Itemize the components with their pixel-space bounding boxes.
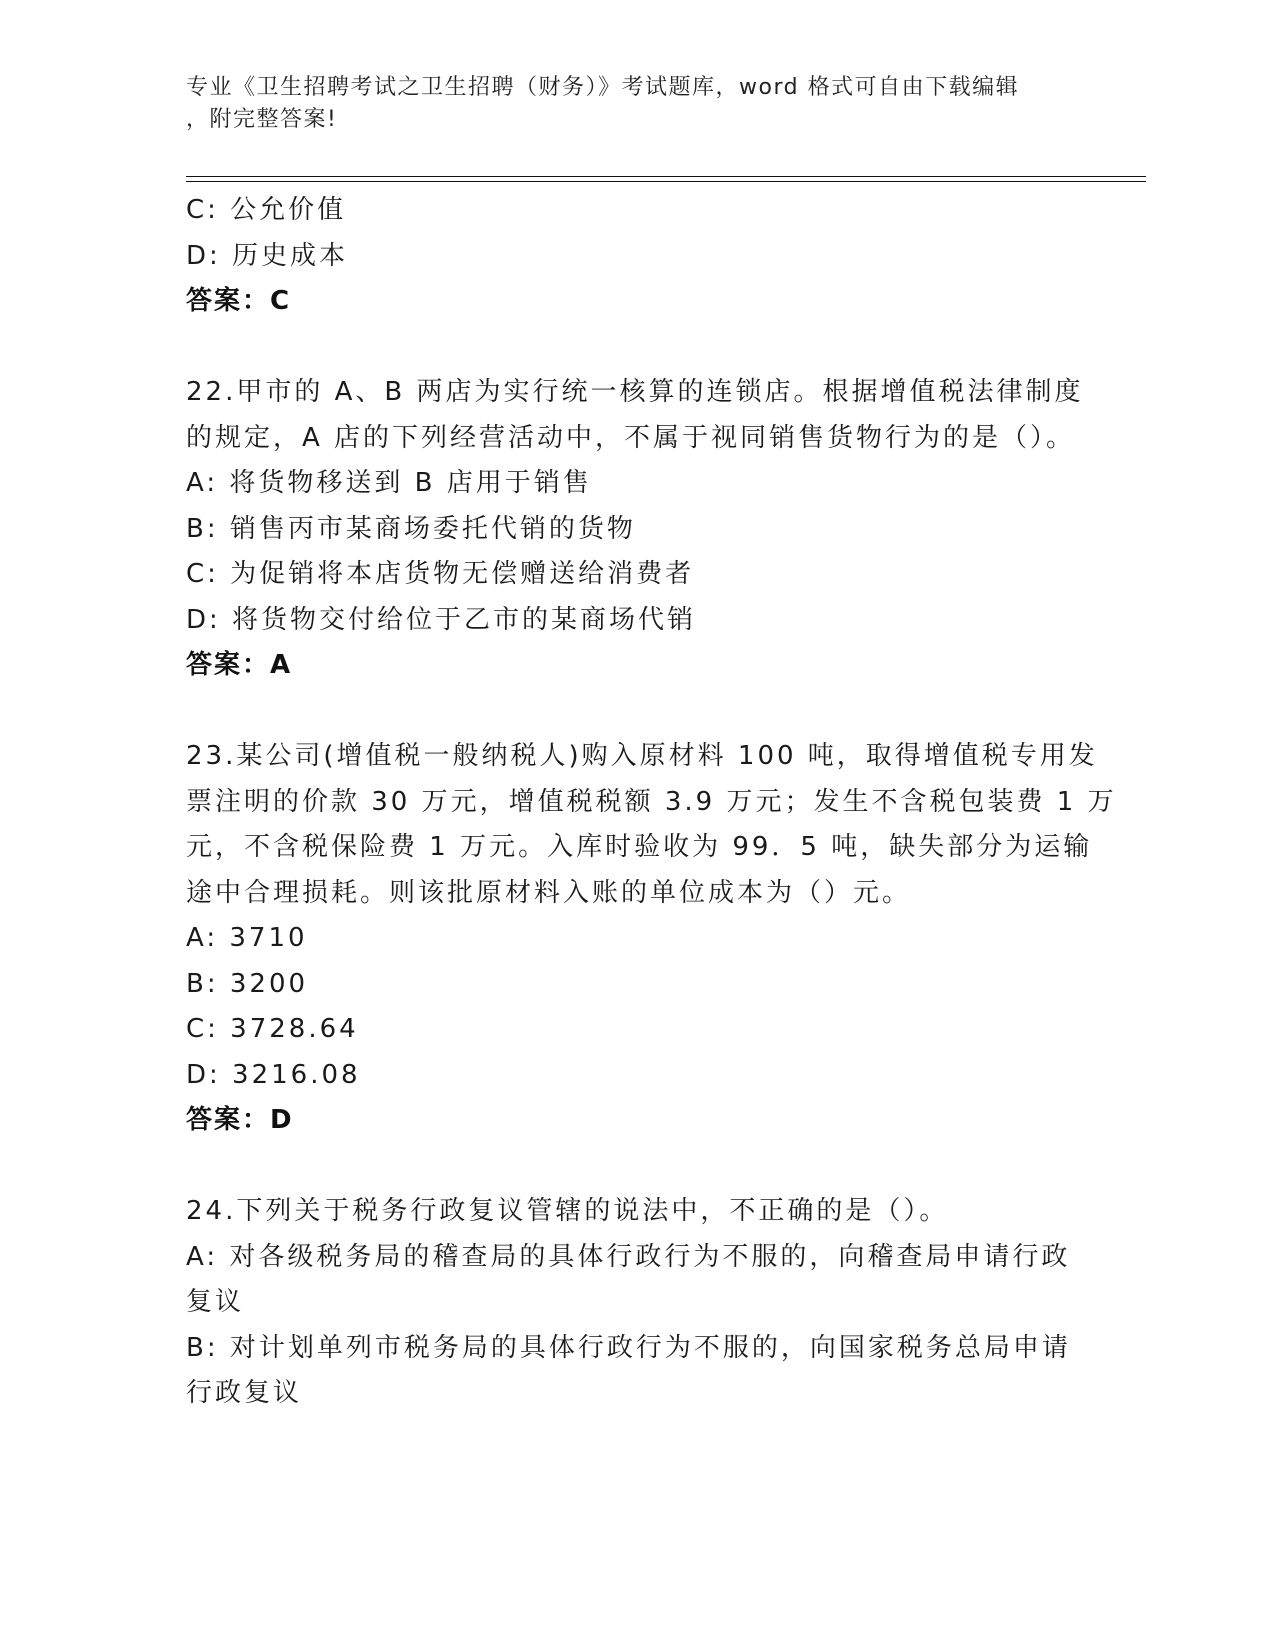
- question-list: [186, 188, 1117, 1417]
- option-d: D: 历史成本: [186, 240, 349, 271]
- question-22: [186, 370, 1086, 689]
- question-text: 元，不含税保险费 1 万元。入库时验收为 99．5 吨，缺失部分为运输: [186, 832, 1093, 862]
- option-d: D: 将货物交付给位于乙市的某商场代销: [186, 604, 697, 635]
- answer-label: 答案：D: [186, 1105, 294, 1135]
- option-b: B: 销售丙市某商场委托代销的货物: [186, 513, 636, 544]
- document-header: [186, 72, 1066, 136]
- previous-question-tail: [186, 188, 1086, 325]
- spacer: [186, 325, 1086, 371]
- option-c: C: 3728.64: [186, 1014, 359, 1044]
- header-divider-bottom: [186, 181, 1146, 182]
- header-title-line1: 专业《卫生招聘考试之卫生招聘（财务）》考试题库，word 格式可自由下载编辑: [186, 75, 1020, 100]
- option-b-continued: 行政复议: [186, 1378, 303, 1408]
- spacer: [186, 689, 1086, 735]
- option-b: B: 对计划单列市税务局的具体行政行为不服的，向国家税务总局申请: [186, 1332, 1071, 1363]
- option-a: A: 对各级税务局的稽查局的具体行政行为不服的，向稽查局申请行政: [186, 1241, 1071, 1272]
- question-23: [186, 734, 1117, 1144]
- option-b: B: 3200: [186, 968, 309, 999]
- option-a: A: 将货物移送到 B 店用于销售: [186, 468, 592, 498]
- option-d: D: 3216.08: [186, 1059, 361, 1090]
- question-24: [186, 1189, 1086, 1417]
- question-text: 23.某公司(增值税一般纳税人)购入原材料 100 吨，取得增值税专用发: [186, 741, 1098, 771]
- question-text: 途中合理损耗。则该批原材料入账的单位成本为（）元。: [186, 877, 912, 908]
- option-a-continued: 复议: [186, 1287, 245, 1317]
- answer-label: 答案：C: [186, 286, 292, 316]
- option-c: C: 为促销将本店货物无偿赠送给消费者: [186, 559, 695, 589]
- question-text: 票注明的价款 30 万元，增值税税额 3.9 万元；发生不含税包装费 1 万: [186, 786, 1117, 817]
- option-a: A: 3710: [186, 923, 308, 953]
- spacer: [186, 1144, 1086, 1190]
- question-text: 22.甲市的 A、B 两店为实行统一核算的连锁店。根据增值税法律制度: [186, 377, 1084, 407]
- header-title-line2: ，附完整答案!: [186, 107, 338, 132]
- answer-label: 答案：A: [186, 650, 293, 680]
- option-c: C: 公允价值: [186, 195, 347, 225]
- question-text: 的规定，A 店的下列经营活动中，不属于视同销售货物行为的是（）。: [186, 422, 1076, 453]
- header-divider-top: [186, 176, 1146, 177]
- question-text: 24.下列关于税务行政复议管辖的说法中，不正确的是（）。: [186, 1196, 949, 1226]
